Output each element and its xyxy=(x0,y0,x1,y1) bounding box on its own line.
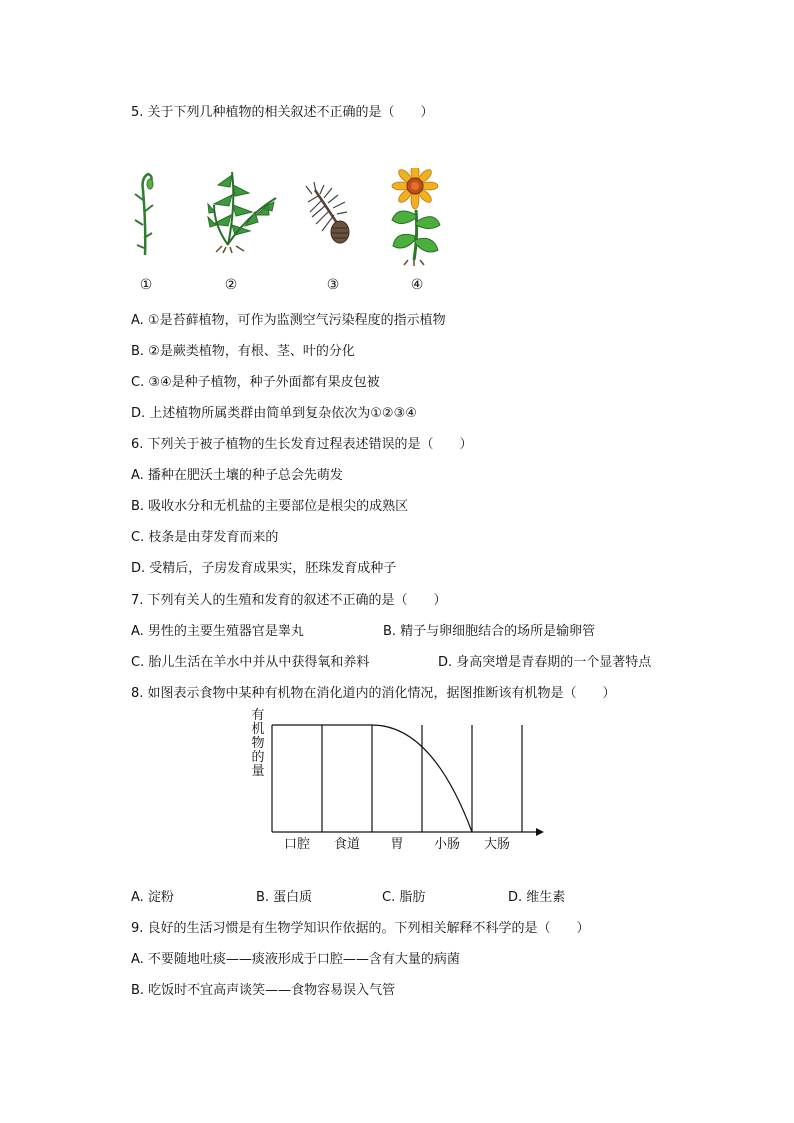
digestion-chart xyxy=(240,705,550,855)
q8-stem: 8. 如图表示食物中某种有机物在消化道内的消化情况，据图推断该有机物是（ ） xyxy=(131,686,616,701)
q7-option-b: B. 精子与卵细胞结合的场所是输卵管 xyxy=(383,624,596,639)
moss-image xyxy=(135,174,153,255)
sunflower-image xyxy=(392,168,440,266)
q9-option-b: B. 吃饭时不宜高声谈笑——食物容易误入气管 xyxy=(131,983,396,998)
q8-option-a: A. 淀粉 xyxy=(131,890,174,905)
q9-stem: 9. 良好的生活习惯是有生物学知识作依据的。下列相关解释不科学的是（ ） xyxy=(131,921,590,936)
q8-option-d: D. 维生素 xyxy=(508,890,566,905)
q8-option-b: B. 蛋白质 xyxy=(256,890,313,905)
plant-images xyxy=(0,168,794,278)
x-tick-label: 食道 xyxy=(333,837,361,852)
q6-option-d: D. 受精后，子房发育成果实，胚珠发育成种子 xyxy=(131,561,397,576)
q7-option-c: C. 胎儿生活在羊水中并从中获得氧和养料 xyxy=(131,655,370,670)
q7-option-a: A. 男性的主要生殖器官是睾丸 xyxy=(131,624,304,639)
pine-image xyxy=(306,182,349,243)
x-tick-label: 胃 xyxy=(390,837,404,852)
q5-option-b: B. ②是蕨类植物，有根、茎、叶的分化 xyxy=(131,344,355,359)
fern-image xyxy=(208,172,276,253)
y-axis-label-char: 机 xyxy=(251,722,265,737)
q7-stem: 7. 下列有关人的生殖和发育的叙述不正确的是（ ） xyxy=(131,593,447,608)
q5-option-c: C. ③④是种子植物，种子外面都有果皮包被 xyxy=(131,375,380,390)
q6-option-a: A. 播种在肥沃土壤的种子总会先萌发 xyxy=(131,468,343,483)
q8-option-c: C. 脂肪 xyxy=(382,890,426,905)
y-axis-label-char: 有 xyxy=(251,708,265,723)
x-tick-label: 小肠 xyxy=(433,837,461,852)
plant-label-3: ③ xyxy=(326,277,340,293)
plant-label-1: ① xyxy=(139,277,153,293)
q6-option-c: C. 枝条是由芽发育而来的 xyxy=(131,530,279,545)
q6-stem: 6. 下列关于被子植物的生长发育过程表述错误的是（ ） xyxy=(131,437,473,452)
q5-stem: 5. 关于下列几种植物的相关叙述不正确的是（ ） xyxy=(131,105,434,120)
q5-option-a: A. ①是苔藓植物，可作为监测空气污染程度的指示植物 xyxy=(131,313,446,328)
y-axis-label-char: 量 xyxy=(251,764,265,779)
q5-option-d: D. 上述植物所属类群由简单到复杂依次为①②③④ xyxy=(131,406,417,421)
plant-label-4: ④ xyxy=(410,277,424,293)
plant-label-2: ② xyxy=(224,277,238,293)
x-tick-label: 大肠 xyxy=(483,837,511,852)
x-tick-label: 口腔 xyxy=(283,837,311,852)
q7-option-d: D. 身高突增是青春期的一个显著特点 xyxy=(438,655,652,670)
y-axis-label-char: 的 xyxy=(251,750,265,765)
q6-option-b: B. 吸收水分和无机盐的主要部位是根尖的成熟区 xyxy=(131,499,409,514)
y-axis-label xyxy=(251,708,264,779)
y-axis-label-char: 物 xyxy=(251,736,265,751)
x-axis-arrow xyxy=(536,828,544,836)
q9-option-a: A. 不要随地吐痰——痰液形成于口腔——含有大量的病菌 xyxy=(131,952,460,967)
